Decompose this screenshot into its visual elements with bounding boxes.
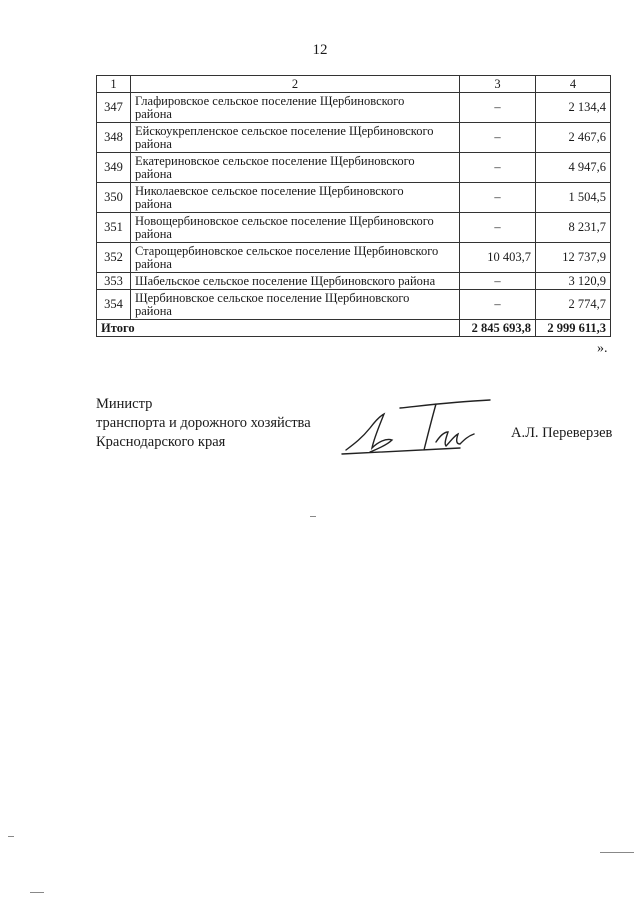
total-col3: 2 845 693,8 xyxy=(460,320,536,337)
col3-value: – xyxy=(460,153,536,183)
total-label: Итого xyxy=(97,320,460,337)
name-line-1: Новощербиновское сельское поселение Щербиновского xyxy=(135,213,434,228)
table-row xyxy=(97,123,611,153)
col3-value: – xyxy=(460,123,536,153)
col4-value: 2 467,6 xyxy=(536,123,611,153)
position-title: Министр xyxy=(96,396,153,412)
name-line-2: района xyxy=(135,226,172,241)
page-number: 12 xyxy=(312,42,328,58)
col3-value: – xyxy=(460,183,536,213)
name-line-2: района xyxy=(135,136,172,151)
header-col-2: 2 xyxy=(131,76,460,93)
table-row xyxy=(97,243,611,273)
row-number: 347 xyxy=(97,93,131,123)
col4-value: 12 737,9 xyxy=(536,243,611,273)
name-line-2: района xyxy=(135,196,172,211)
row-number: 348 xyxy=(97,123,131,153)
col3-value: – xyxy=(460,213,536,243)
col4-value: 2 774,7 xyxy=(536,290,611,320)
name-line-2: района xyxy=(135,303,172,318)
col4-value: 4 947,6 xyxy=(536,153,611,183)
scan-speck xyxy=(600,852,634,853)
settlement-name xyxy=(131,213,460,243)
scan-speck xyxy=(30,892,44,893)
name-line-2: района xyxy=(135,256,172,271)
total-col4: 2 999 611,3 xyxy=(536,320,611,337)
name-line-1: Ейскоукрепленское сельское поселение Щербиновского xyxy=(135,123,434,138)
name-line-1: Глафировское сельское поселение Щербиновского xyxy=(135,93,405,108)
row-number: 352 xyxy=(97,243,131,273)
col4-value: 3 120,9 xyxy=(536,273,611,290)
table-row xyxy=(97,273,611,290)
settlement-name xyxy=(131,290,460,320)
col4-value: 8 231,7 xyxy=(536,213,611,243)
col4-value: 2 134,4 xyxy=(536,93,611,123)
row-number: 349 xyxy=(97,153,131,183)
settlement-name xyxy=(131,183,460,213)
header-col-4: 4 xyxy=(536,76,611,93)
name-line-1: Екатериновское сельское поселение Щербиновского xyxy=(135,153,415,168)
name-line-2: района xyxy=(135,106,172,121)
ministry-name: транспорта и дорожного хозяйства xyxy=(96,415,311,431)
scan-speck xyxy=(310,516,316,517)
name-line-1: Щербиновское сельское поселение Щербиновского xyxy=(135,290,410,305)
table-row xyxy=(97,153,611,183)
total-row xyxy=(97,320,611,337)
row-number: 350 xyxy=(97,183,131,213)
signature-block xyxy=(96,395,311,452)
settlement-name xyxy=(131,153,460,183)
col4-value: 1 504,5 xyxy=(536,183,611,213)
name-line-1: Шабельское сельское поселение Щербиновского района xyxy=(135,273,436,288)
name-line-2: района xyxy=(135,166,172,181)
row-number: 354 xyxy=(97,290,131,320)
settlement-name xyxy=(131,243,460,273)
table-row xyxy=(97,183,611,213)
signer-name: А.Л. Переверзев xyxy=(511,425,613,441)
settlement-name xyxy=(131,93,460,123)
table-row xyxy=(97,290,611,320)
row-number: 351 xyxy=(97,213,131,243)
table-header-row xyxy=(97,76,611,93)
col3-value: – xyxy=(460,290,536,320)
row-number: 353 xyxy=(97,273,131,290)
region-name: Краснодарского края xyxy=(96,434,226,450)
col3-value: – xyxy=(460,93,536,123)
budget-table xyxy=(96,75,611,337)
name-line-1: Старощербиновское сельское поселение Щербиновского xyxy=(135,243,439,258)
header-col-3: 3 xyxy=(460,76,536,93)
handwritten-signature xyxy=(340,398,510,458)
closing-quote: ». xyxy=(597,341,608,356)
settlement-name xyxy=(131,273,460,290)
col3-value: 10 403,7 xyxy=(460,243,536,273)
table-row xyxy=(97,93,611,123)
table-row xyxy=(97,213,611,243)
header-col-1: 1 xyxy=(97,76,131,93)
col3-value: – xyxy=(460,273,536,290)
name-line-1: Николаевское сельское поселение Щербиновского xyxy=(135,183,404,198)
scan-speck xyxy=(8,836,14,837)
settlement-name xyxy=(131,123,460,153)
